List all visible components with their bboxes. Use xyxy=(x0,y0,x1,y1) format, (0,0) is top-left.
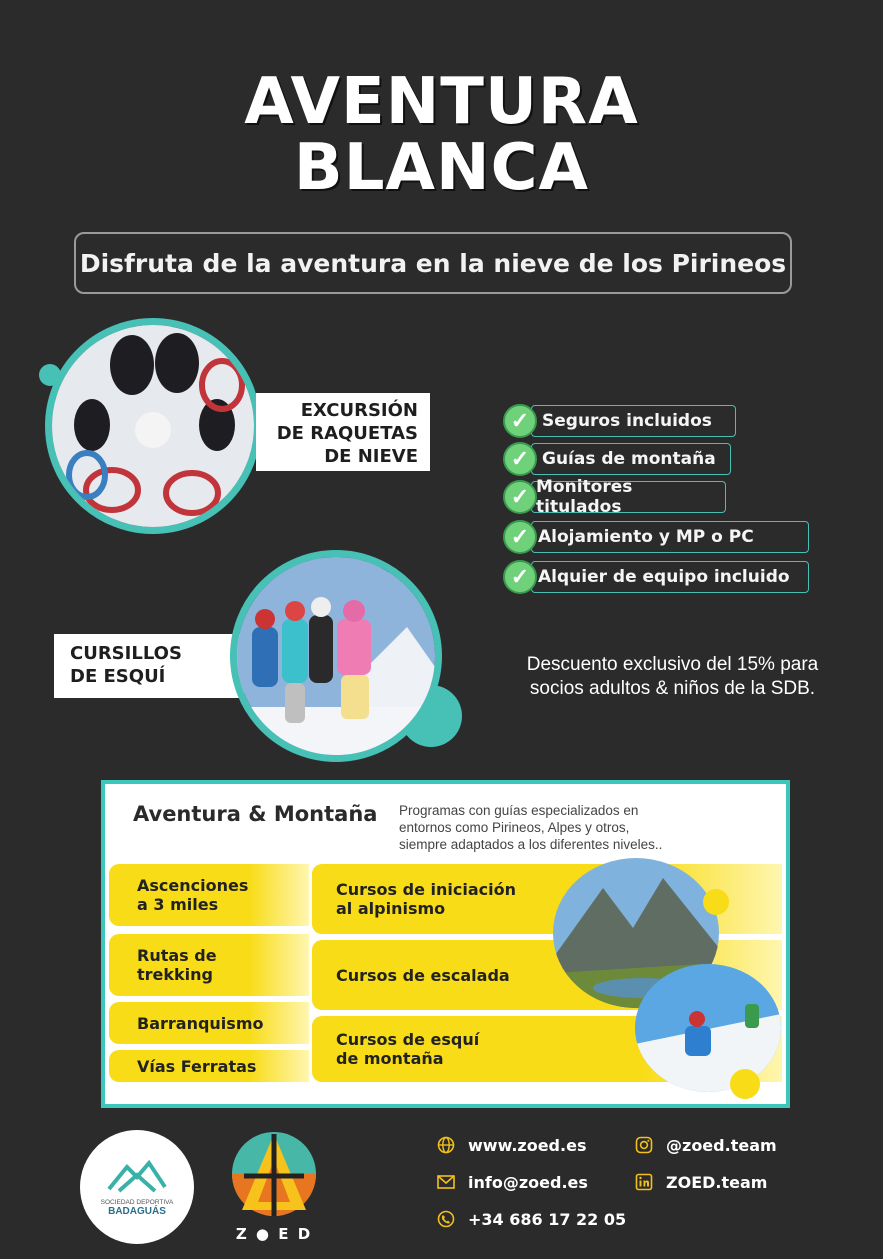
contact-email[interactable] xyxy=(436,1172,588,1192)
feature-item xyxy=(503,477,809,517)
title-line-1: AVENTURA xyxy=(244,65,639,139)
course-line: Cursos de escalada xyxy=(336,965,510,985)
contact-web-text: www.zoed.es xyxy=(468,1135,587,1155)
panel-description-line: Programas con guías especializados en xyxy=(399,803,639,818)
linkedin-icon xyxy=(634,1172,654,1192)
contact-linkedin[interactable] xyxy=(634,1172,767,1192)
zoed-wordmark: Z ● E D xyxy=(235,1225,313,1243)
contact-instagram-text: @zoed.team xyxy=(666,1135,777,1155)
feature-label: Monitores titulados xyxy=(531,481,726,513)
course-line: Cursos de esquí xyxy=(336,1030,480,1049)
activity-line: Vías Ferratas xyxy=(137,1056,257,1076)
feature-label: Guías de montaña xyxy=(531,443,731,475)
activity-line: Rutas de xyxy=(137,946,217,965)
ski-label xyxy=(54,634,244,698)
discount-text xyxy=(490,653,855,701)
ski-label-line2: DE ESQUÍ xyxy=(70,666,166,687)
activity-item xyxy=(109,1050,309,1082)
feature-item xyxy=(503,404,809,438)
contact-instagram[interactable] xyxy=(634,1135,777,1155)
contact-email-text: info@zoed.es xyxy=(468,1172,588,1192)
discount-line2: socios adultos & niños de la SDB. xyxy=(529,678,816,699)
activity-line: Barranquismo xyxy=(137,1013,264,1033)
feature-label: Alquier de equipo incluido xyxy=(531,561,809,593)
contact-web[interactable] xyxy=(436,1135,586,1155)
instagram-icon xyxy=(634,1135,654,1155)
mountain-house-icon xyxy=(105,1157,169,1197)
snowshoe-label-line3: DE NIEVE xyxy=(324,446,418,467)
activity-item xyxy=(109,864,309,926)
activity-line: a 3 miles xyxy=(137,895,219,914)
activity-line: trekking xyxy=(137,965,213,984)
skier-image xyxy=(635,964,781,1092)
contact-phone-text: +34 686 17 22 05 xyxy=(468,1209,627,1229)
ski-label-line1: CURSILLOS xyxy=(70,643,182,664)
course-line: Cursos de iniciación xyxy=(336,880,516,899)
check-icon: ✓ xyxy=(503,560,537,594)
activity-item xyxy=(109,934,309,996)
zoed-logo xyxy=(230,1130,318,1243)
decor-dot xyxy=(703,889,729,915)
decor-dot xyxy=(730,1069,760,1099)
subtitle-box xyxy=(74,232,792,294)
check-icon: ✓ xyxy=(503,442,537,476)
title-line-2: BLANCA xyxy=(293,131,590,205)
feature-item xyxy=(503,442,809,476)
activity-line: Ascenciones xyxy=(137,876,249,895)
check-icon: ✓ xyxy=(503,520,537,554)
ski-photo xyxy=(230,550,442,762)
course-line: de montaña xyxy=(336,1049,444,1068)
club-logo-line2: BADAGUÁS xyxy=(108,1206,166,1217)
contact-phone[interactable] xyxy=(436,1209,626,1229)
globe-icon xyxy=(436,1135,456,1155)
features-list xyxy=(503,404,809,594)
snowshoe-label-line2: DE RAQUETAS xyxy=(276,423,418,444)
skier-photo xyxy=(635,964,781,1092)
feature-item xyxy=(503,520,809,554)
activity-item xyxy=(109,1002,309,1044)
check-icon: ✓ xyxy=(503,404,537,438)
club-logo-line1: SOCIEDAD DEPORTIVA xyxy=(100,1199,174,1206)
feature-item xyxy=(503,560,809,594)
course-line: al alpinismo xyxy=(336,899,446,918)
feature-label: Seguros incluidos xyxy=(531,405,736,437)
snowshoe-photo xyxy=(45,318,261,534)
ski-image xyxy=(237,557,435,755)
adventure-panel xyxy=(101,780,790,1108)
envelope-icon xyxy=(436,1172,456,1192)
panel-title: Aventura & Montaña xyxy=(133,802,378,826)
snowshoe-image xyxy=(52,325,254,527)
snowshoe-label-line1: EXCURSIÓN xyxy=(300,400,418,421)
discount-line1: Descuento exclusivo del 15% para xyxy=(526,654,819,675)
panel-description xyxy=(399,802,729,853)
contact-linkedin-text: ZOED.team xyxy=(666,1172,768,1192)
snowshoe-label xyxy=(256,393,430,471)
phone-icon xyxy=(436,1209,456,1229)
zoed-emblem-icon xyxy=(230,1130,318,1218)
club-logo xyxy=(80,1130,194,1244)
subtitle-text: Disfruta de la aventura en la nieve de los Pirineos xyxy=(79,248,787,278)
feature-label: Alojamiento y MP o PC xyxy=(531,521,809,553)
check-icon: ✓ xyxy=(503,480,537,514)
panel-description-line: entornos como Pirineos, Alpes y otros, xyxy=(399,820,630,835)
panel-description-line: siempre adaptados a los diferentes niveles.. xyxy=(399,837,663,852)
